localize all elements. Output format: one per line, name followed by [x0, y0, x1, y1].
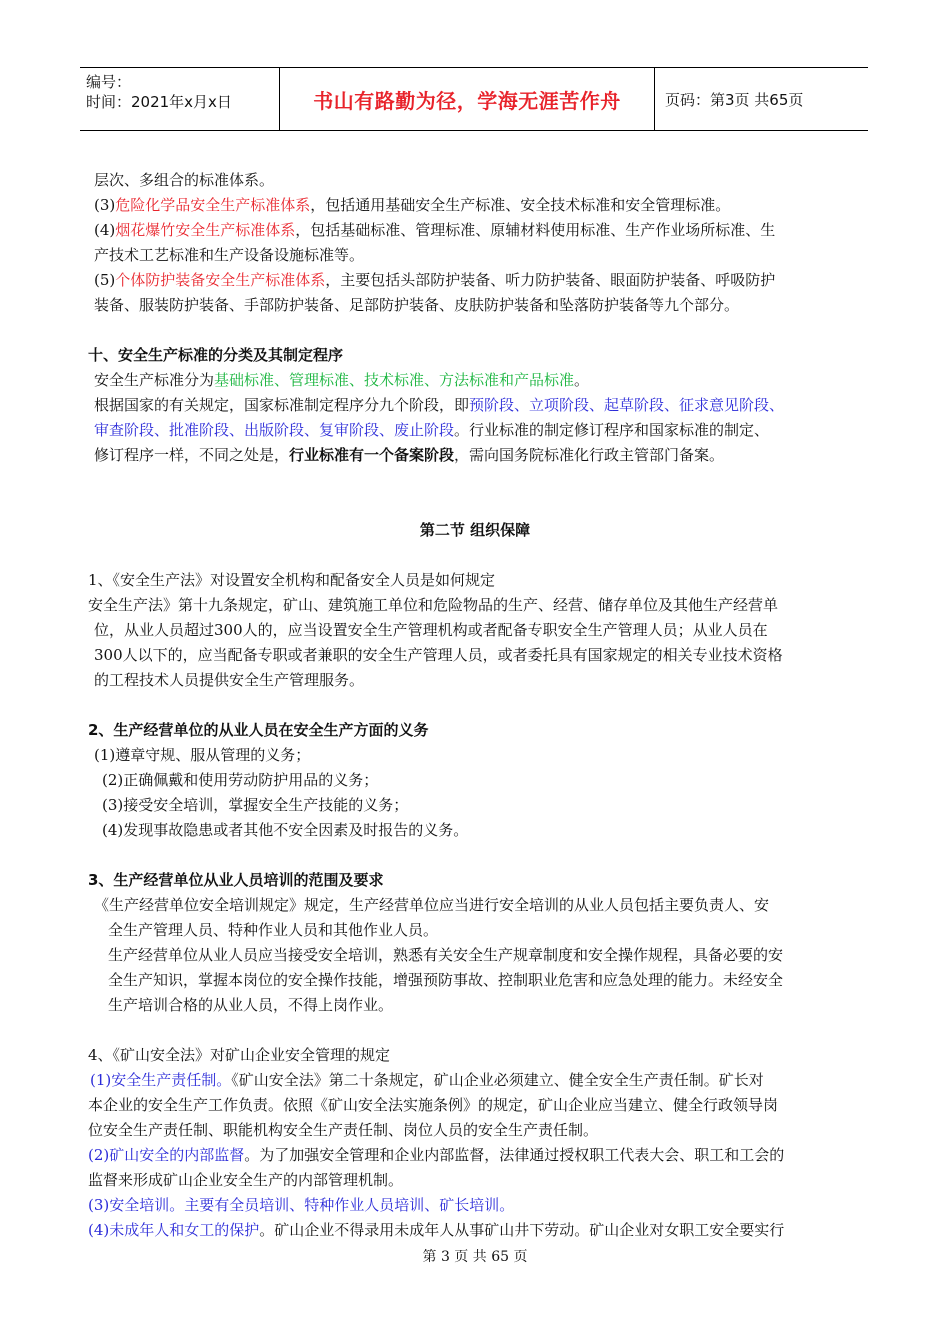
body-line: 产技术工艺标准和生产设备设施标准等。: [94, 246, 365, 264]
body-line: (3)危险化学品安全生产标准体系，包括通用基础安全生产标准、安全技术标准和安全管理标准。: [94, 196, 731, 214]
body-line: 全生产知识，掌握本岗位的安全操作技能，增强预防事故、控制职业危害和应急处理的能力。未经安全: [108, 971, 784, 989]
body-line: (4)未成年人和女工的保护。矿山企业不得录用未成年人从事矿山井下劳动。矿山企业对女职工安全要实行: [88, 1221, 785, 1239]
body-line: 生产培训合格的从业人员，不得上岗作业。: [108, 996, 394, 1014]
list-item: (4)发现事故隐患或者其他不安全因素及时报告的义务。: [102, 821, 469, 839]
highlight-green: 基础标准、管理标准、技术标准、方法标准和产品标准: [214, 371, 575, 389]
body-line: 安全生产法》第十九条规定，矿山、建筑施工单位和危险物品的生产、经营、储存单位及其他生产经营单: [88, 596, 779, 614]
highlight-red: 个体防护装备安全生产标准体系: [115, 271, 326, 289]
question-heading: 3、生产经营单位从业人员培训的范围及要求: [88, 871, 384, 889]
body-line: 装备、服装防护装备、手部防护装备、足部防护装备、皮肤防护装备和坠落防护装备等九个部分。: [94, 296, 740, 314]
list-item: (1)遵章守规、服从管理的义务；: [94, 746, 311, 764]
body-line: 审查阶段、批准阶段、出版阶段、复审阶段、废止阶段。行业标准的制定修订程序和国家标准的制定、: [94, 421, 770, 439]
body-line: 300人以下的，应当配备专职或者兼职的安全生产管理人员，或者委托具有国家规定的相关专业技术资格: [94, 646, 783, 664]
highlight-blue: 审查阶段、批准阶段、出版阶段、复审阶段、废止阶段: [94, 421, 455, 439]
body-line: (1)安全生产责任制。《矿山安全法》第二十条规定，矿山企业必须建立、健全安全生产责任制。矿长对: [90, 1071, 764, 1089]
header-meta: [80, 68, 280, 130]
body-line: 的工程技术人员提供安全生产管理服务。: [94, 671, 365, 689]
highlight-blue: 预阶段、立项阶段、起草阶段、征求意见阶段、: [469, 396, 785, 414]
body-line: 监督来形成矿山企业安全生产的内部管理机制。: [88, 1171, 404, 1189]
question-heading: 1、《安全生产法》对设置安全机构和配备安全人员是如何规定: [88, 571, 496, 589]
highlight-blue: (4)未成年人和女工的保护: [88, 1221, 260, 1239]
section-title: 第二节 组织保障: [419, 521, 531, 539]
body-line: 位安全生产责任制、职能机构安全生产责任制、岗位人员的安全生产责任制。: [88, 1121, 599, 1139]
body-line: 全生产管理人员、特种作业人员和其他作业人员。: [108, 921, 439, 939]
body-line: (2)矿山安全的内部监督。为了加强安全管理和企业内部监督，法律通过授权职工代表大会、职工和工会的: [88, 1146, 785, 1164]
highlight-blue: (1)安全生产责任制。: [90, 1071, 232, 1089]
time-label: 时间：2021年x月x日: [86, 93, 232, 111]
list-item: (3)接受安全培训，掌握安全生产技能的义务；: [102, 796, 409, 814]
page-footer: 第 3 页 共 65 页: [422, 1249, 528, 1265]
page-header: [80, 67, 868, 131]
body-line: (3)安全培训。主要有全员培训、特种作业人员培训、矿长培训。: [88, 1196, 515, 1214]
code-label: 编号：: [86, 73, 132, 91]
bold-text: 行业标准有一个备案阶段: [289, 446, 455, 464]
body-line: 修订程序一样，不同之处是，行业标准有一个备案阶段，需向国务院标准化行政主管部门备案。: [94, 446, 725, 464]
body-line: 位，从业人员超过300人的，应当设置安全生产管理机构或者配备专职安全生产管理人员；从业人员在: [94, 621, 768, 639]
section-heading: 十、安全生产标准的分类及其制定程序: [88, 346, 344, 364]
question-heading: 2、生产经营单位的从业人员在安全生产方面的义务: [88, 721, 429, 739]
body-line: (5)个体防护装备安全生产标准体系，主要包括头部防护装备、听力防护装备、眼面防护装备、呼吸防护: [94, 271, 776, 289]
header-page-label: 页码：第3页 共65页: [665, 90, 804, 109]
body-line: 安全生产标准分为基础标准、管理标准、技术标准、方法标准和产品标准。: [94, 371, 590, 389]
body-line: (4)烟花爆竹安全生产标准体系，包括基础标准、管理标准、原辅材料使用标准、生产作业场所标准、生: [94, 221, 776, 239]
body-line: 生产经营单位从业人员应当接受安全培训，熟悉有关安全生产规章制度和安全操作规程，具备必要的安: [108, 946, 784, 964]
list-item: (2)正确佩戴和使用劳动防护用品的义务；: [102, 771, 379, 789]
highlight-red: 烟花爆竹安全生产标准体系: [115, 221, 296, 239]
header-motto: 书山有路勤为径，学海无涯苦作舟: [280, 68, 655, 130]
highlight-red: 危险化学品安全生产标准体系: [115, 196, 311, 214]
body-line: 根据国家的有关规定，国家标准制定程序分九个阶段，即预阶段、立项阶段、起草阶段、征求意见阶段、: [94, 396, 785, 414]
highlight-blue: (2)矿山安全的内部监督: [88, 1146, 245, 1164]
body-line: 层次、多组合的标准体系。: [94, 171, 275, 189]
body-line: 本企业的安全生产工作负责。依照《矿山安全法实施条例》的规定，矿山企业应当建立、健全行政领导岗: [88, 1096, 779, 1114]
body-line: 《生产经营单位安全培训规定》规定，生产经营单位应当进行安全培训的从业人员包括主要负责人、安: [94, 896, 770, 914]
question-heading: 4、《矿山安全法》对矿山企业安全管理的规定: [88, 1046, 391, 1064]
